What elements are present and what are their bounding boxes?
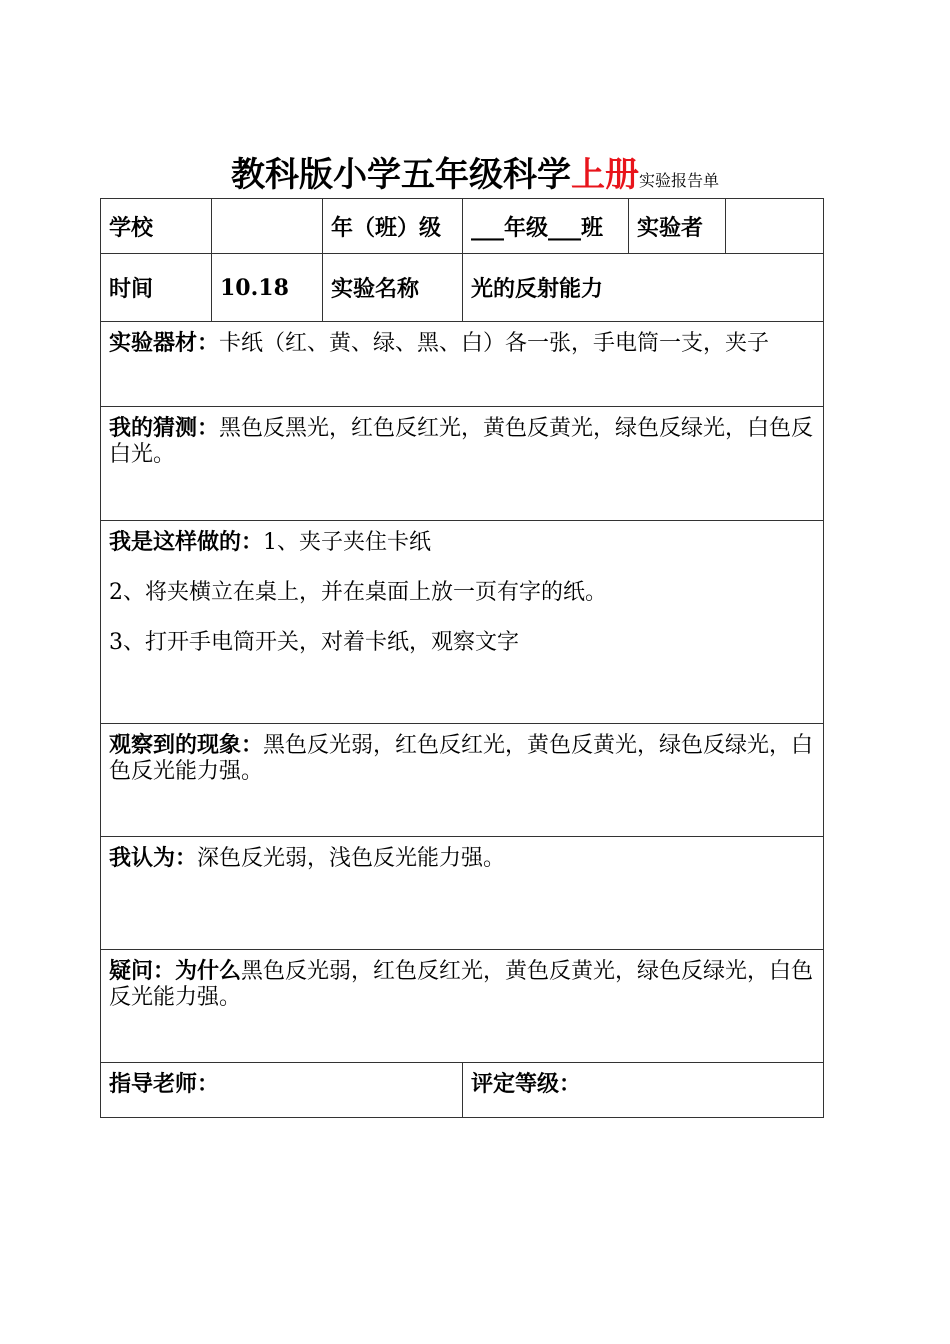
question-text: 黑色反光弱，红色反红光，黄色反黄光，绿色反绿光，白色反光能力强。: [109, 959, 814, 1010]
procedure-step-3: 3、打开手电筒开关，对着卡纸，观察文字: [109, 630, 519, 655]
evaluation-label: 评定等级：: [471, 1071, 582, 1097]
experimenter-label: 实验者: [629, 199, 726, 254]
conclusion-cell[interactable]: [101, 837, 824, 950]
row-school: [101, 199, 824, 254]
row-materials: [101, 322, 824, 407]
guess-label: 我的猜测：: [109, 415, 220, 441]
procedure-step-1: 1、夹子夹住卡纸: [263, 530, 432, 555]
conclusion-label: 我认为：: [109, 845, 198, 871]
guess-cell[interactable]: [101, 407, 824, 521]
procedure-label: 我是这样做的：: [109, 529, 264, 555]
report-table: [100, 198, 824, 1118]
experiment-name-label: 实验名称: [323, 254, 463, 322]
grade-class-value[interactable]: ___年级___班: [463, 199, 629, 254]
observation-text: 黑色反光弱，红色反红光，黄色反黄光，绿色反绿光，白色反光能力强。: [109, 733, 814, 784]
question-label: 疑问：为什么: [109, 958, 242, 984]
time-label: 时间: [101, 254, 212, 322]
school-label: 学校: [101, 199, 212, 254]
question-cell[interactable]: [101, 950, 824, 1063]
title-highlight: 上册: [570, 155, 639, 195]
materials-label: 实验器材：: [109, 330, 220, 356]
row-time: [101, 254, 824, 322]
row-observation: [101, 724, 824, 837]
teacher-cell[interactable]: [101, 1063, 463, 1118]
procedure-step-2: 2、将夹横立在桌上，并在桌面上放一页有字的纸。: [109, 580, 607, 605]
observation-cell[interactable]: [101, 724, 824, 837]
title-suffix: 实验报告单: [638, 171, 719, 190]
row-conclusion: [101, 837, 824, 950]
materials-cell[interactable]: [101, 322, 824, 407]
experimenter-value[interactable]: [726, 199, 824, 254]
evaluation-cell[interactable]: [463, 1063, 824, 1118]
procedure-cell[interactable]: [101, 521, 824, 724]
row-question: [101, 950, 824, 1063]
row-footer: [101, 1063, 824, 1118]
school-value[interactable]: [212, 199, 323, 254]
conclusion-text: 深色反光弱，浅色反光能力强。: [197, 846, 506, 871]
guess-text: 黑色反黑光，红色反红光，黄色反黄光，绿色反绿光，白色反白光。: [109, 416, 814, 467]
row-procedure: [101, 521, 824, 724]
time-value[interactable]: 10.18: [212, 254, 323, 322]
row-guess: [101, 407, 824, 521]
title-main: 教科版小学五年级科学: [230, 155, 571, 195]
grade-class-label: 年（班）级: [323, 199, 463, 254]
observation-label: 观察到的现象：: [109, 732, 264, 758]
experiment-name-value[interactable]: 光的反射能力: [463, 254, 824, 322]
materials-text: 卡纸（红、黄、绿、黑、白）各一张，手电筒一支，夹子: [219, 331, 770, 356]
teacher-label: 指导老师：: [109, 1071, 220, 1097]
